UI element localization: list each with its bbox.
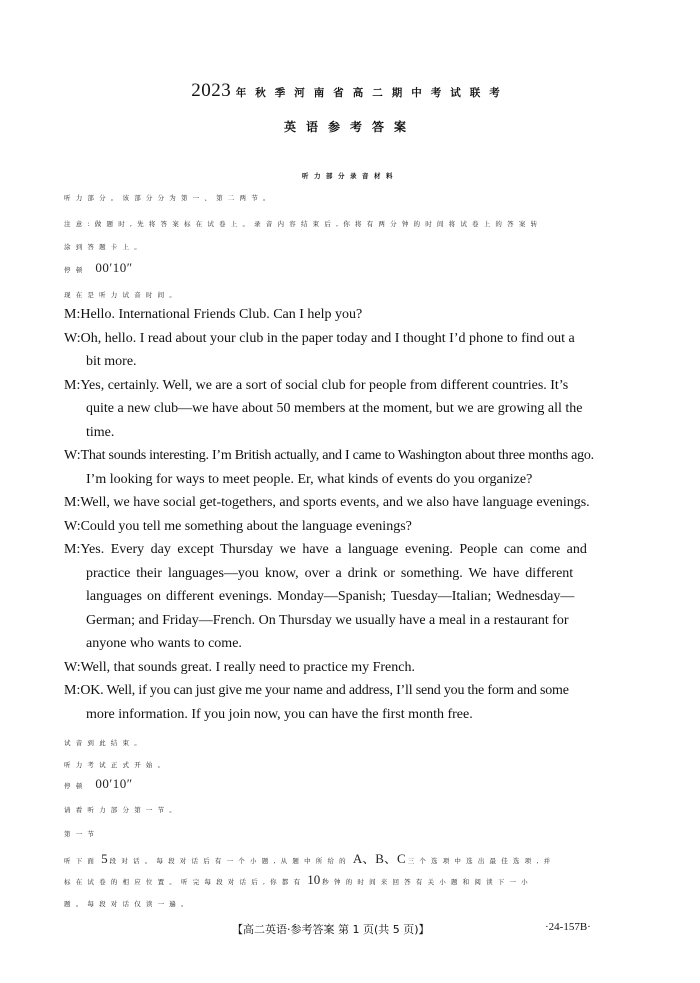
speaker-label: W: xyxy=(64,448,81,463)
dialog-line: Well, that sounds great. I really need to practice my French. xyxy=(80,659,415,675)
instruction-text: 秒钟的时间来回答有关小题和阅读下一小 xyxy=(322,878,533,886)
dialog-line: That sounds interesting. I’m British actually, and I came to Washington about three months ago. xyxy=(80,448,594,463)
instruction-line-3: 题。每段对话仅读一遍。 xyxy=(64,900,193,908)
instruction-text: 听下面 xyxy=(64,857,100,865)
dialog-turn xyxy=(64,656,634,680)
dialog-turn xyxy=(64,515,634,539)
dialog-line: quite a new club—we have about 50 members at the moment, but we are growing all the xyxy=(86,401,583,416)
dialog-line: OK. Well, if you can just give me your name and address, I’ll send you the form and some xyxy=(80,683,569,698)
dialog-turn xyxy=(64,538,634,656)
dialog-line: Well, we have social get-togethers, and sports events, and we also have language evenings. xyxy=(80,495,590,510)
dialog-line: practice their languages—you know, over a drink or something. We have different xyxy=(86,565,574,581)
title-year: 2023 xyxy=(191,80,232,101)
instruction-text: 段对话。每段对话后有一个小题,从题中所给的 xyxy=(109,857,351,865)
intro-line-2: 注意:做题时,先将答案标在试卷上。录音内容结束后,你将有两分钟的时间将试卷上的答案转 xyxy=(64,220,543,228)
dialog-line: Yes. Every day except Thursday we have a language evening. People can come and xyxy=(80,542,587,557)
pause-time: 00′10″ xyxy=(95,260,133,275)
instruction-text: 三个选项中选出最佳选项,并 xyxy=(407,857,556,865)
speaker-label: M: xyxy=(64,307,81,322)
dialog-line: time. xyxy=(86,424,115,440)
page-subtitle: 英语参考答案 xyxy=(283,120,416,134)
pause-label: 停顿 xyxy=(64,266,88,274)
dialog-line: Yes, certainly. Well, we are a sort of social club for people from different countries. It’s xyxy=(80,377,569,393)
dialog-line: Could you tell me something about the language evenings? xyxy=(80,518,412,534)
dialog-turn xyxy=(64,491,634,515)
pause-line-2 xyxy=(64,776,133,792)
dialog-line: I’m looking for ways to meet people. Er, what kinds of events do you organize? xyxy=(86,471,533,487)
dialog-line: bit more. xyxy=(86,354,137,369)
dialog-line: anyone who wants to come. xyxy=(86,636,242,651)
page-title xyxy=(0,80,700,102)
instruction-options: A、B、C xyxy=(352,851,406,866)
instruction-number: 10 xyxy=(307,872,321,887)
dialog-line: German; and Friday—French. On Thursday we usually have a meal in a restaurant for xyxy=(86,612,569,628)
listening-heading: 听力部分录音材料 xyxy=(302,172,398,180)
dialog-transcript xyxy=(64,303,634,726)
dialog-turn xyxy=(64,374,634,445)
speaker-label: M: xyxy=(64,495,81,510)
dialog-line: languages on different evenings. Monday—Spanish; Tuesday—Italian; Wednesday— xyxy=(86,589,575,604)
dialog-line: more information. If you join now, you can have the first month free. xyxy=(86,706,473,722)
title-text: 年秋季河南省高二期中考试联考 xyxy=(235,87,509,99)
section-label: 第一节 xyxy=(64,830,100,838)
dialog-turn xyxy=(64,444,634,491)
read-part-line: 请看听力部分第一节。 xyxy=(64,806,181,814)
instruction-line-2 xyxy=(64,872,533,888)
speaker-label: W: xyxy=(64,518,81,534)
start-line: 听力考试正式开始。 xyxy=(64,761,170,769)
dialog-turn xyxy=(64,327,634,374)
end-test-line: 试音到此结束。 xyxy=(64,739,146,747)
speaker-label: M: xyxy=(64,377,81,393)
test-line: 现在是听力试音时间。 xyxy=(64,291,181,299)
intro-line-3: 涂到答题卡上。 xyxy=(64,243,146,251)
footer-code: ·24-157B· xyxy=(545,921,591,933)
intro-line-1: 听力部分。该部分分为第一、第二两节。 xyxy=(64,194,275,202)
speaker-label: W: xyxy=(64,659,81,675)
dialog-line: Oh, hello. I read about your club in the paper today and I thought I’d phone to find out a xyxy=(80,330,575,346)
pause-line-1 xyxy=(64,260,133,276)
speaker-label: M: xyxy=(64,542,81,557)
speaker-label: W: xyxy=(64,330,81,346)
dialog-turn xyxy=(64,679,634,726)
pause-label: 停顿 xyxy=(64,782,88,790)
speaker-label: M: xyxy=(64,683,81,698)
pause-time: 00′10″ xyxy=(95,776,133,791)
instruction-line-1 xyxy=(64,848,555,867)
instruction-text: 标在试卷的相应位置。听完每段对话后,你都有 xyxy=(64,878,306,886)
footer-page-info: 【高二英语·参考答案 第 1 页(共 5 页)】 xyxy=(232,923,430,936)
dialog-line: Hello. International Friends Club. Can I help you? xyxy=(80,307,363,322)
instruction-number: 5 xyxy=(101,851,108,866)
dialog-turn xyxy=(64,303,634,327)
